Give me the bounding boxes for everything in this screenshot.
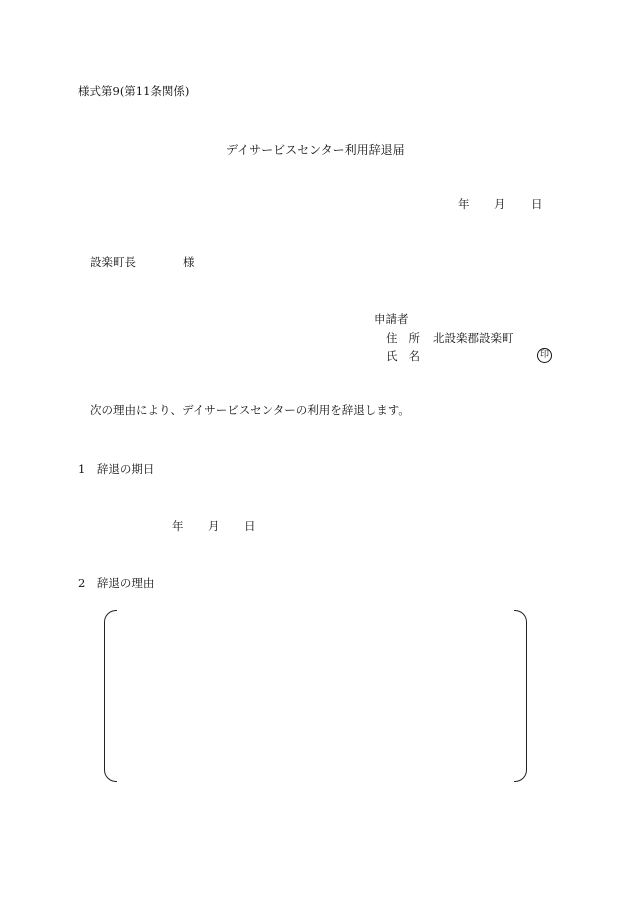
statement-text: 次の理由により、デイサービスセンターの利用を辞退します。	[90, 403, 410, 417]
withdrawal-year-label: 年	[172, 519, 184, 533]
document-title: デイサービスセンター利用辞退届	[226, 143, 405, 157]
submission-month-label: 月	[494, 197, 506, 211]
withdrawal-month-label: 月	[208, 519, 220, 533]
addressee-name: 設楽町長	[90, 255, 136, 269]
applicant-heading: 申請者	[374, 312, 409, 326]
name-label: 氏名	[386, 349, 431, 363]
reason-field[interactable]	[120, 614, 512, 776]
reason-bracket-left	[104, 610, 117, 782]
section-heading-withdrawal-reason: 2 辞退の理由	[78, 576, 155, 590]
withdrawal-day-label: 日	[244, 519, 256, 533]
submission-year-label: 年	[458, 197, 470, 211]
address-value: 北設楽郡設楽町	[433, 331, 514, 345]
section-heading-withdrawal-date: 1 辞退の期日	[78, 462, 155, 476]
reason-bracket-right	[514, 610, 527, 782]
form-number: 様式第9(第11条関係)	[78, 84, 190, 98]
submission-day-label: 日	[531, 197, 543, 211]
address-label: 住所	[386, 331, 431, 345]
seal-icon: 印	[537, 348, 552, 363]
addressee-honorific: 様	[183, 255, 195, 269]
